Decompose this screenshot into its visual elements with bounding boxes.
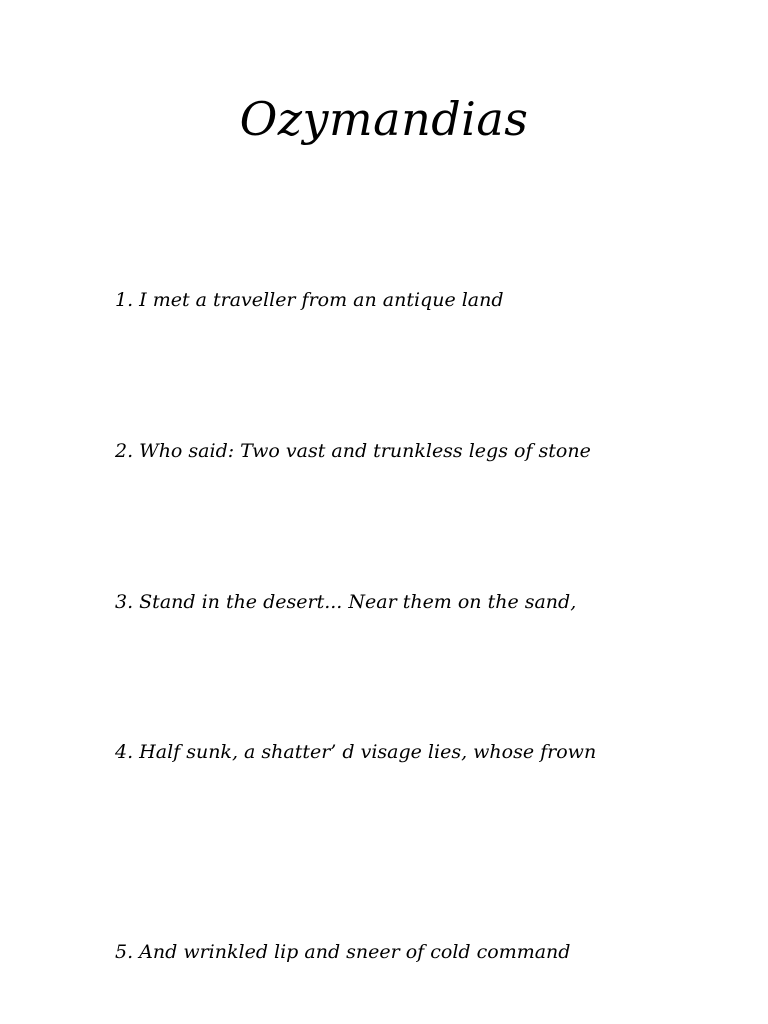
poem-line-2: 2. Who said: Two vast and trunkless legs of stone xyxy=(115,440,591,462)
poem-line-3: 3. Stand in the desert... Near them on the sand, xyxy=(115,591,577,613)
poem-line-5: 5. And wrinkled lip and sneer of cold command xyxy=(115,941,571,963)
poem-title: Ozymandias xyxy=(239,92,529,146)
poem-line-1: 1. I met a traveller from an antique land xyxy=(115,289,504,311)
poem-line-4: 4. Half sunk, a shatter’ d visage lies, whose frown xyxy=(115,741,597,763)
